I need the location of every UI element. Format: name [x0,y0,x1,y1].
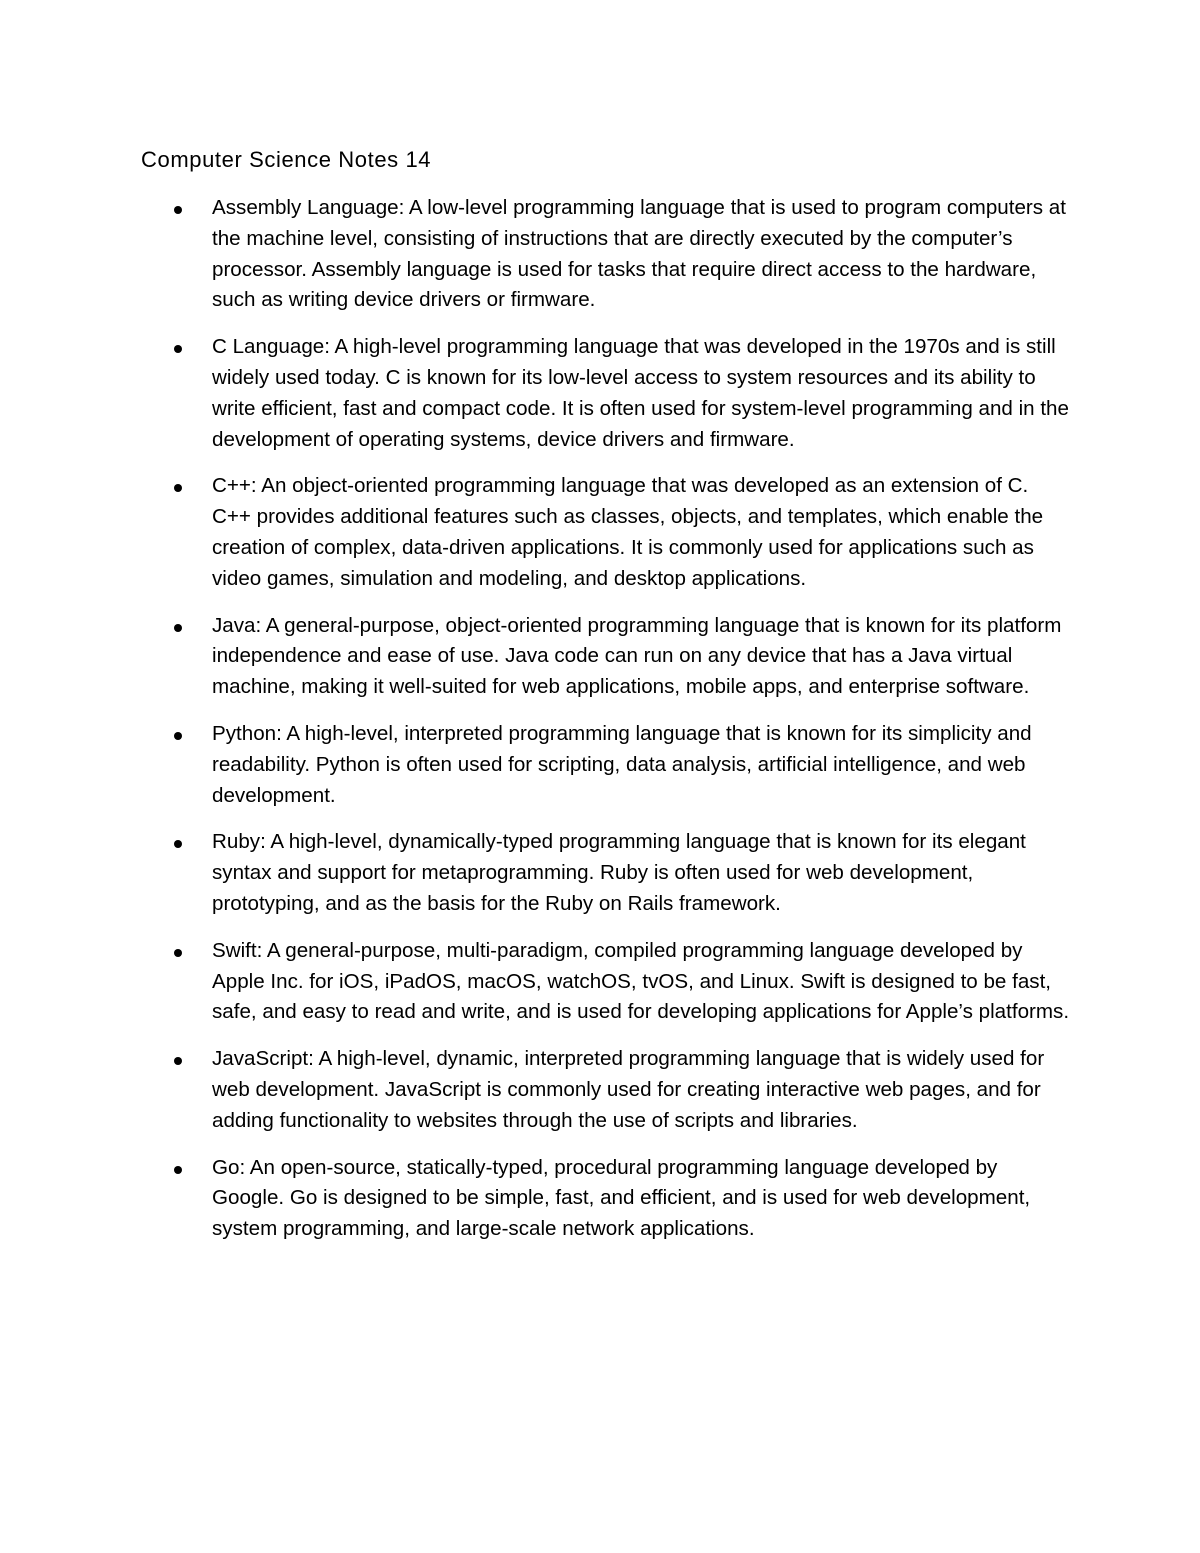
note-item-python [212,719,1072,811]
bullet-icon [174,484,182,492]
note-item-c [212,332,1072,455]
note-text: JavaScript: A high-level, dynamic, interpreted programming language that is widely used for web development. JavaScript is commonly used for creating interactive web pages, and for adding functionality to websites through the use of scripts and libraries. [212,1047,1045,1132]
bullet-icon [174,624,182,632]
document-title: Computer Science Notes 14 [141,147,432,172]
note-text: Ruby: A high-level, dynamically-typed programming language that is known for its elegant syntax and support for metaprogramming. Ruby is often used for web development, prototyping, and as the basis for the Ruby on Rails framework. [212,830,1026,915]
note-text: Java: A general-purpose, object-oriented programming language that is known for its platform independence and ease of use. Java code can run on any device that has a Java virtual machine, making it well-suited for web applications, mobile apps, and enterprise software. [212,613,1062,699]
note-item-assembly [212,193,1072,316]
bullet-icon [174,345,182,353]
bullet-icon [174,840,182,848]
note-text: C++: An object-oriented programming language that was developed as an extension of C. C++ provides additional features such as classes, objects, and templates, which enable the creation of complex, data-driven applications. It is commonly used for applications such as video games, simulation and modeling, and desktop applications. [212,474,1044,590]
note-text: Go: An open-source, statically-typed, procedural programming language developed by Google. Go is designed to be simple, fast, and efficient, and is used for web development, system programming, and large-scale network applications. [212,1155,1031,1241]
note-item-cpp [212,471,1072,594]
note-text: Swift: A general-purpose, multi-paradigm, compiled programming language developed by Apple Inc. for iOS, iPadOS, macOS, watchOS, tvOS, and Linux. Swift is designed to be fast, safe, and easy to read and write, and is used for developing applications for Apple’s platforms. [212,938,1070,1024]
note-item-javascript [212,1044,1072,1136]
bullet-icon [174,1057,182,1065]
note-item-ruby [212,827,1072,919]
note-text: Assembly Language: A low-level programming language that is used to program computers at the machine level, consisting of instructions that are directly executed by the computer’s processor. Assembly language is used for tasks that require direct access to the hardware, such as writing device drivers or firmware. [212,196,1066,312]
note-text: Python: A high-level, interpreted programming language that is known for its simplicity and readability. Python is often used for scripting, data analysis, artificial intelligence, and web development. [212,721,1032,807]
bullet-icon [174,1166,182,1174]
bullet-icon [174,206,182,214]
bullet-icon [174,732,182,740]
note-item-java [212,611,1072,703]
note-item-swift [212,936,1072,1028]
note-text: C Language: A high-level programming language that was developed in the 1970s and is still widely used today. C is known for its low-level access to system resources and its ability to write efficient, fast and compact code. It is often used for system-level programming and in the development of operating systems, device drivers and firmware. [212,335,1069,451]
bullet-icon [174,949,182,957]
notes-list [212,193,1072,1261]
note-item-go [212,1153,1072,1245]
